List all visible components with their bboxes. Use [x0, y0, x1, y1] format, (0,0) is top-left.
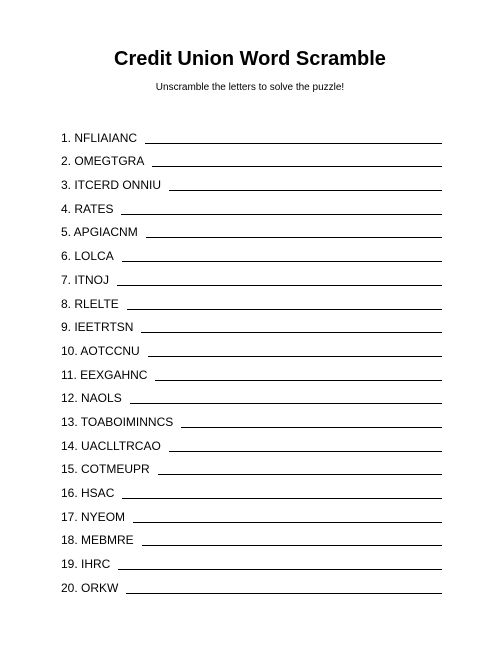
scramble-item [61, 287, 442, 311]
answer-line[interactable] [169, 451, 442, 452]
answer-line[interactable] [145, 143, 442, 144]
scrambled-word: 2. OMEGTGRA [61, 154, 145, 169]
scrambled-word: 10. AOTCCNU [61, 343, 140, 358]
scramble-item [61, 382, 442, 406]
scrambled-word: 5. APGIACNM [61, 225, 138, 240]
scrambled-word: 18. MEBMRE [61, 533, 134, 548]
scramble-item [61, 121, 442, 145]
scrambled-word: 14. UACLLTRCAO [61, 438, 161, 453]
answer-line[interactable] [181, 427, 442, 428]
answer-line[interactable] [141, 332, 442, 333]
instructions-text: Unscramble the letters to solve the puzzle! [155, 82, 345, 93]
scramble-item [61, 476, 442, 500]
scramble-list [61, 121, 442, 595]
scramble-item [61, 358, 442, 382]
answer-line[interactable] [158, 474, 442, 475]
answer-line[interactable] [126, 593, 442, 594]
scrambled-word: 16. HSAC [61, 486, 115, 500]
scramble-item [61, 216, 442, 240]
answer-line[interactable] [127, 309, 442, 310]
scramble-item [61, 453, 442, 477]
scrambled-word: 7. ITNOJ [61, 272, 110, 287]
page-title: Credit Union Word Scramble [114, 48, 386, 70]
scramble-item [61, 571, 442, 595]
answer-line[interactable] [122, 498, 442, 499]
scrambled-word: 15. COTMEUPR [61, 462, 150, 477]
scramble-item [61, 145, 442, 169]
answer-line[interactable] [148, 356, 442, 357]
scrambled-word: 8. RLELTE [61, 296, 119, 311]
scrambled-word: 9. IEETRTSN [61, 320, 134, 335]
scramble-item [61, 192, 442, 216]
answer-line[interactable] [133, 522, 442, 523]
answer-line[interactable] [142, 545, 442, 546]
answer-line[interactable] [121, 214, 442, 215]
scrambled-word: 3. ITCERD ONNIU [61, 178, 162, 193]
scramble-item [61, 429, 442, 453]
scramble-item [61, 311, 442, 335]
answer-line[interactable] [169, 190, 442, 191]
scrambled-word: 20. ORKW [61, 580, 119, 595]
scrambled-word: 11. EEXGAHNC [61, 367, 148, 382]
answer-line[interactable] [155, 380, 442, 381]
answer-line[interactable] [152, 166, 442, 167]
answer-line[interactable] [130, 403, 442, 404]
answer-line[interactable] [118, 569, 442, 570]
scrambled-word: 12. NAOLS [61, 391, 122, 406]
scramble-item [61, 263, 442, 287]
scramble-item [61, 405, 442, 429]
scramble-item [61, 524, 442, 548]
scramble-item [61, 334, 442, 358]
scramble-item [61, 168, 442, 192]
answer-line[interactable] [117, 285, 442, 286]
scrambled-word: 19. IHRC [61, 557, 111, 572]
scramble-item [61, 500, 442, 524]
scrambled-word: 13. TOABOIMINNCS [61, 414, 174, 429]
scramble-item [61, 547, 442, 571]
answer-line[interactable] [146, 237, 442, 238]
scramble-item [61, 239, 442, 263]
answer-line[interactable] [122, 261, 442, 262]
scrambled-word: 1. NFLIAIANC [61, 130, 138, 145]
scrambled-word: 17. NYEOM [61, 509, 126, 524]
scrambled-word: 4. RATES [61, 201, 114, 216]
scrambled-word: 6. LOLCA [61, 249, 114, 264]
